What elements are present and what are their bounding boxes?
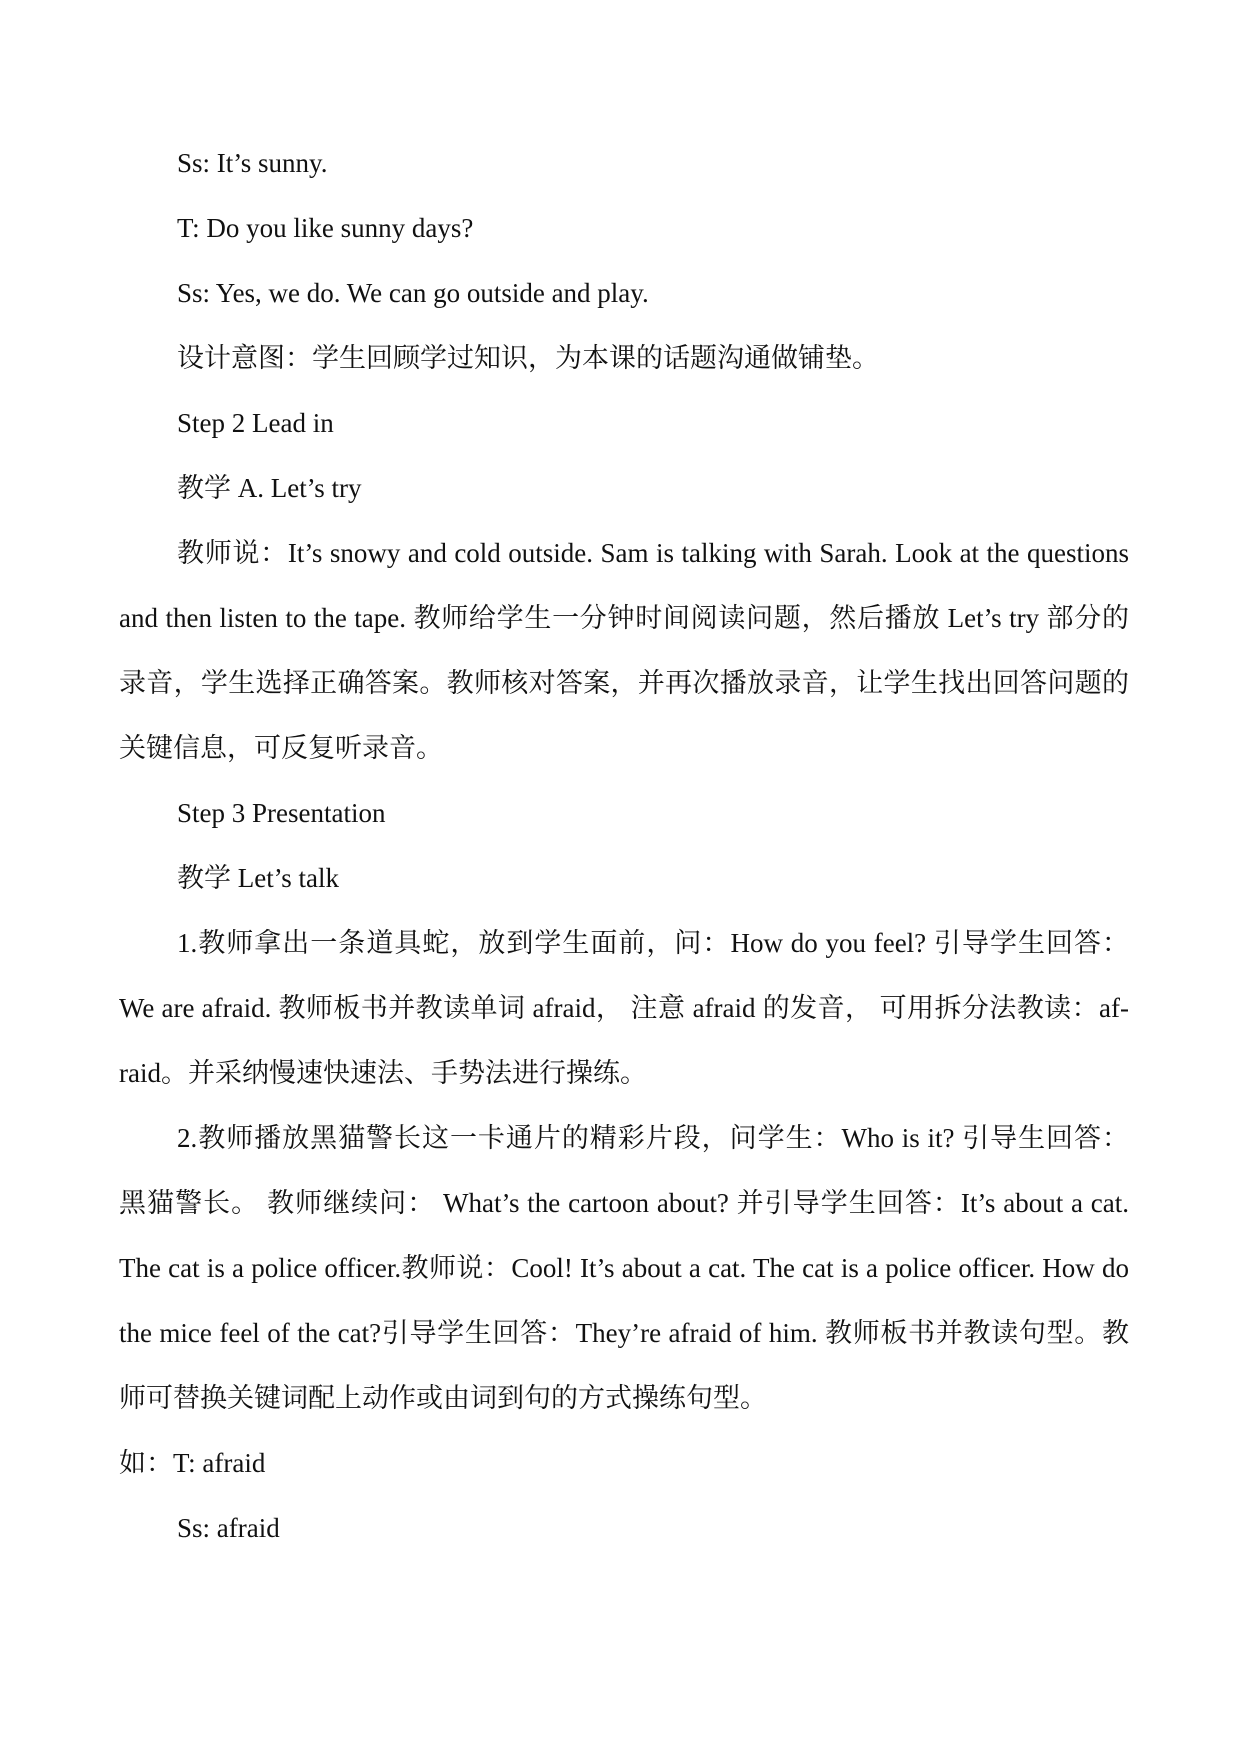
section-heading: 教学 A. Let’s try (177, 473, 362, 503)
body-paragraph: 1.教师拿出一条道具蛇，放到学生面前，问：How do you feel? 引导学生回答：We are afraid. 教师板书并教读单词 afraid， 注意 afraid 的发音， 可用拆分法教读：af-raid。并采纳慢速快速法、手势法进行操练。 (119, 928, 1129, 1088)
design-intent: 设计意图：学生回顾学过知识，为本课的话题沟通做铺垫。 (177, 343, 879, 373)
body-paragraph: 2.教师播放黑猫警长这一卡通片的精彩片段，问学生：Who is it? 引导生回答： 黑猫警长。 教师继续问： What’s the cartoon about? 并引导学生回答：It’s about a cat. The cat is a police officer.教师说：Cool! It’s about a cat. The cat is a police officer. How do the mice feel of the cat?引导学生回答：They’re afraid of him. 教师板书并教读句型。教师可替换关键词配上动作或由词到句的方式操练句型。 (119, 1123, 1129, 1413)
document-body (119, 131, 1129, 1561)
step-heading: Step 2 Lead in (177, 408, 334, 438)
section-heading: 教学 Let’s talk (177, 863, 339, 893)
step-heading: Step 3 Presentation (177, 798, 386, 828)
dialogue-line: T: Do you like sunny days? (177, 213, 474, 243)
dialogue-line: Ss: Yes, we do. We can go outside and play. (177, 278, 649, 308)
example-line: 如：T: afraid (119, 1448, 266, 1478)
dialogue-line: Ss: It’s sunny. (177, 148, 328, 178)
body-paragraph: 教师说：It’s snowy and cold outside. Sam is talking with Sarah. Look at the questions and then listen to the tape. 教师给学生一分钟时间阅读问题，然后播放 Let’s try 部分的录音，学生选择正确答案。教师核对答案，并再次播放录音，让学生找出回答问题的关键信息，可反复听录音。 (119, 538, 1129, 763)
dialogue-line: Ss: afraid (177, 1513, 280, 1543)
